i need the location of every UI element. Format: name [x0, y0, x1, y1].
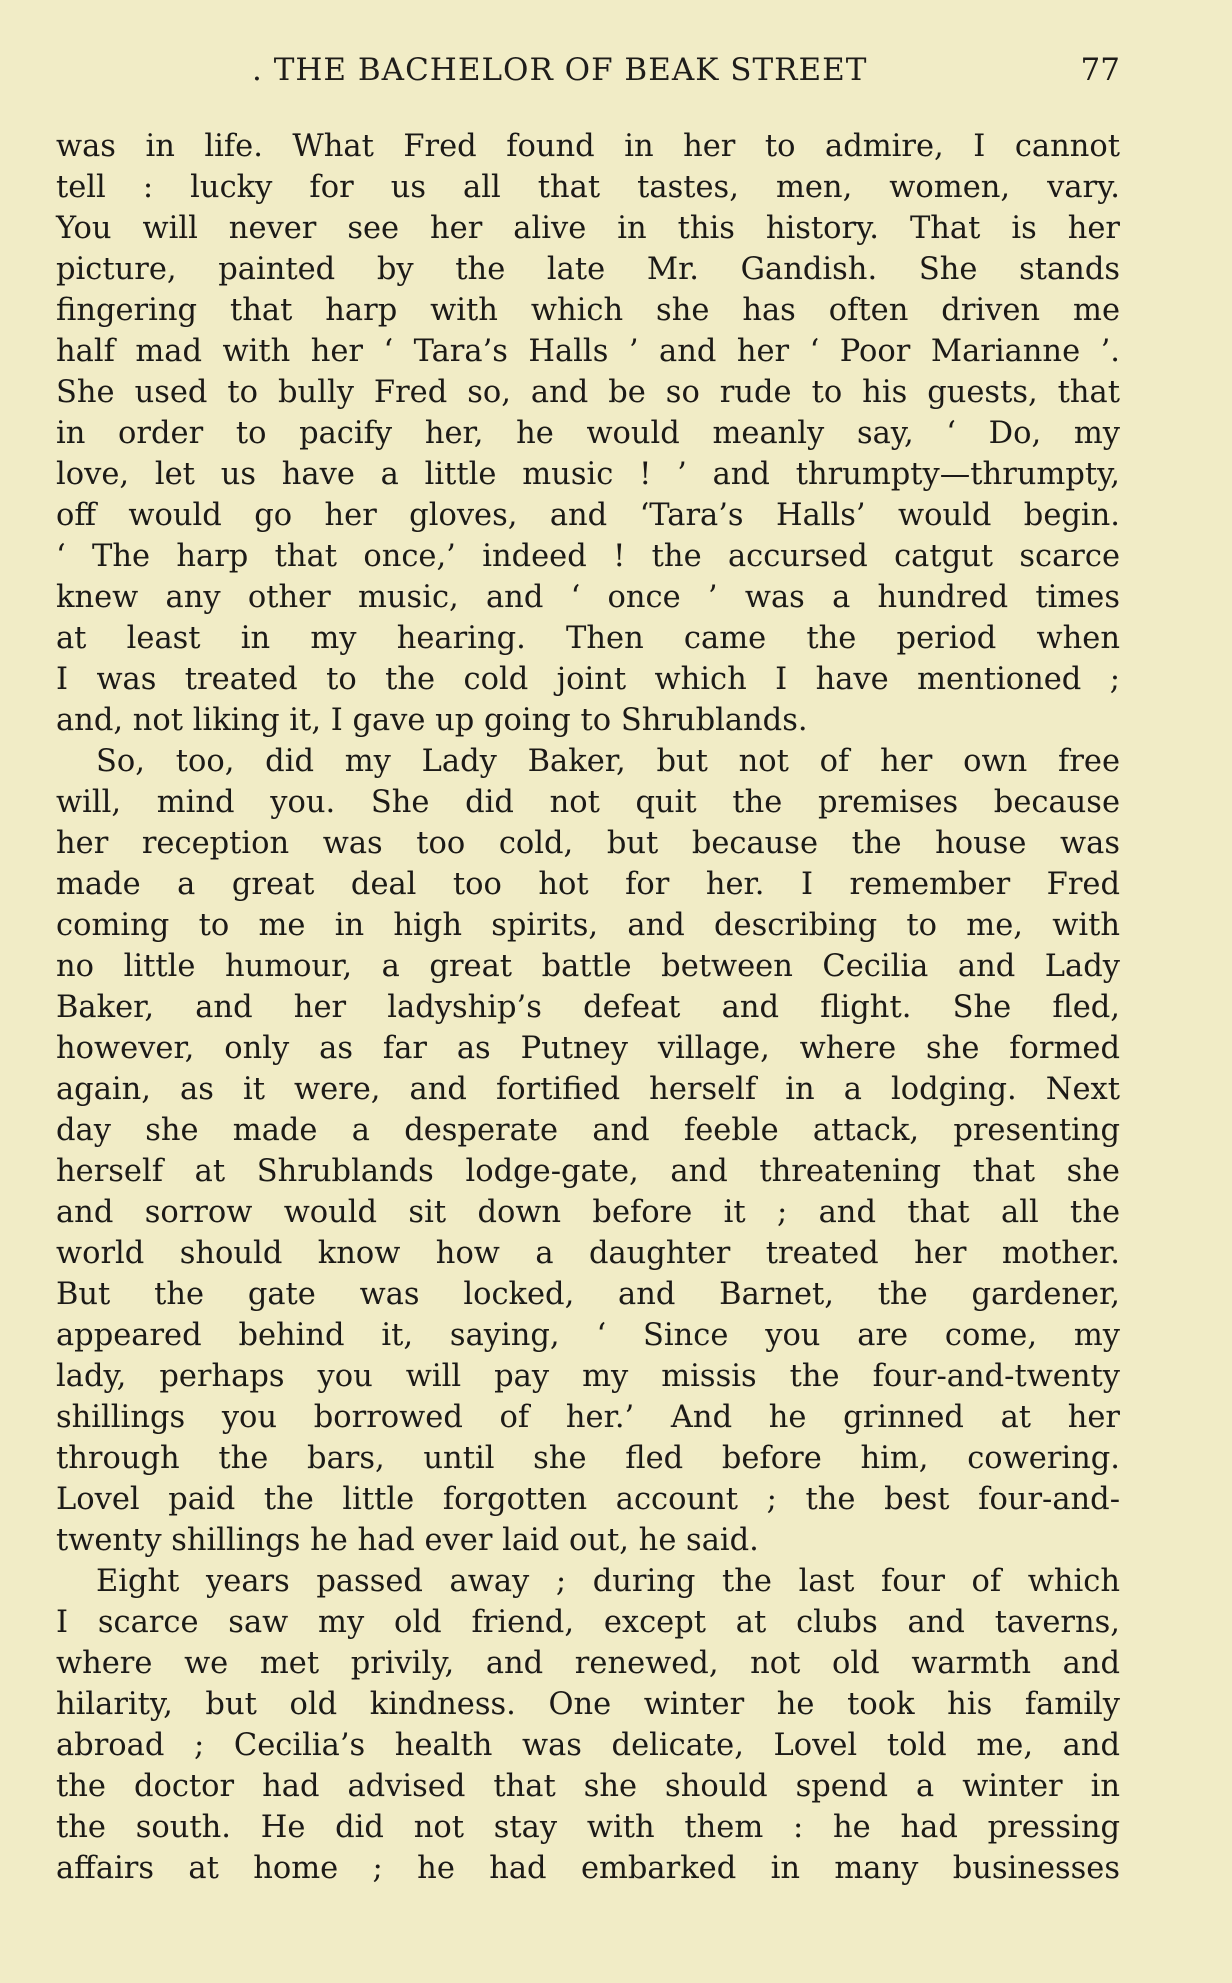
- text-line: half mad with her ‘ Tara’s Halls ’ and her ‘ Poor Marianne ’.: [56, 334, 1120, 369]
- text-line: at least in my hearing. Then came the period when: [56, 621, 1120, 656]
- text-line: knew any other music, and ‘ once ’ was a hundred times: [56, 580, 1120, 615]
- text-line: appeared behind it, saying, ‘ Since you are come, my: [56, 1318, 1120, 1353]
- text-line: She used to bully Fred so, and be so rude to his guests, that: [56, 375, 1120, 410]
- running-head: [56, 48, 1120, 92]
- text-line: tell : lucky for us all that tastes, men, women, vary.: [56, 170, 1120, 205]
- text-line: lady, perhaps you will pay my missis the four-and-twenty: [56, 1359, 1120, 1394]
- text-line: coming to me in high spirits, and describing to me, with: [56, 908, 1120, 943]
- text-line: ‘ The harp that once,’ indeed ! the accursed catgut scarce: [56, 539, 1120, 574]
- text-line: however, only as far as Putney village, where she formed: [56, 1031, 1120, 1066]
- text-line: day she made a desperate and feeble attack, presenting: [56, 1113, 1120, 1148]
- text-line: and sorrow would sit down before it ; and that all the: [56, 1195, 1120, 1230]
- text-line: fingering that harp with which she has often driven me: [56, 293, 1120, 328]
- text-line: hilarity, but old kindness. One winter he took his family: [56, 1687, 1120, 1722]
- text-line: her reception was too cold, but because the house was: [56, 826, 1120, 861]
- text-line: through the bars, until she fled before him, cowering.: [56, 1441, 1120, 1476]
- text-line: Lovel paid the little forgotten account ; the best four-and-: [56, 1482, 1120, 1517]
- text-line: shillings you borrowed of her.’ And he grinned at her: [56, 1400, 1120, 1435]
- text-line: I scarce saw my old friend, except at clubs and taverns,: [56, 1605, 1120, 1640]
- text-line: again, as it were, and fortified herself in a lodging. Next: [56, 1072, 1120, 1107]
- text-line: You will never see her alive in this history. That is her: [56, 211, 1120, 246]
- text-line: picture, painted by the late Mr. Gandish. She stands: [56, 252, 1120, 287]
- page-number: 77: [1080, 52, 1120, 88]
- text-line: affairs at home ; he had embarked in many businesses: [56, 1851, 1120, 1886]
- text-line: world should know how a daughter treated her mother.: [56, 1236, 1120, 1271]
- body-text: [56, 126, 1120, 1889]
- text-line: herself at Shrublands lodge-gate, and threatening that she: [56, 1154, 1120, 1189]
- text-line: where we met privily, and renewed, not old warmth and: [56, 1646, 1120, 1681]
- text-line: off would go her gloves, and ‘Tara’s Halls’ would begin.: [56, 498, 1120, 533]
- text-line: was in life. What Fred found in her to admire, I cannot: [56, 129, 1120, 164]
- running-title: . THE BACHELOR OF BEAK STREET: [252, 52, 868, 88]
- text-line: abroad ; Cecilia’s health was delicate, Lovel told me, and: [56, 1728, 1120, 1763]
- text-line: But the gate was locked, and Barnet, the gardener,: [56, 1277, 1120, 1312]
- text-line: twenty shillings he had ever laid out, he said.: [56, 1523, 759, 1558]
- text-line: love, let us have a little music ! ’ and thrumpty—thrumpty,: [56, 457, 1120, 492]
- text-line: Baker, and her ladyship’s defeat and flight. She fled,: [56, 990, 1120, 1025]
- text-line: the south. He did not stay with them : he had pressing: [56, 1810, 1120, 1845]
- text-line: the doctor had advised that she should spend a winter in: [56, 1769, 1120, 1804]
- text-line: made a great deal too hot for her. I remember Fred: [56, 867, 1120, 902]
- text-line: no little humour, a great battle between Cecilia and Lady: [56, 949, 1120, 984]
- text-line: Eight years passed away ; during the last four of which: [96, 1564, 1120, 1599]
- text-line: in order to pacify her, he would meanly say, ‘ Do, my: [56, 416, 1120, 451]
- text-line: will, mind you. She did not quit the premises because: [56, 785, 1120, 820]
- text-line: and, not liking it, I gave up going to Shrublands.: [56, 703, 808, 738]
- text-line: I was treated to the cold joint which I have mentioned ;: [56, 662, 1120, 697]
- text-line: So, too, did my Lady Baker, but not of her own free: [96, 744, 1120, 779]
